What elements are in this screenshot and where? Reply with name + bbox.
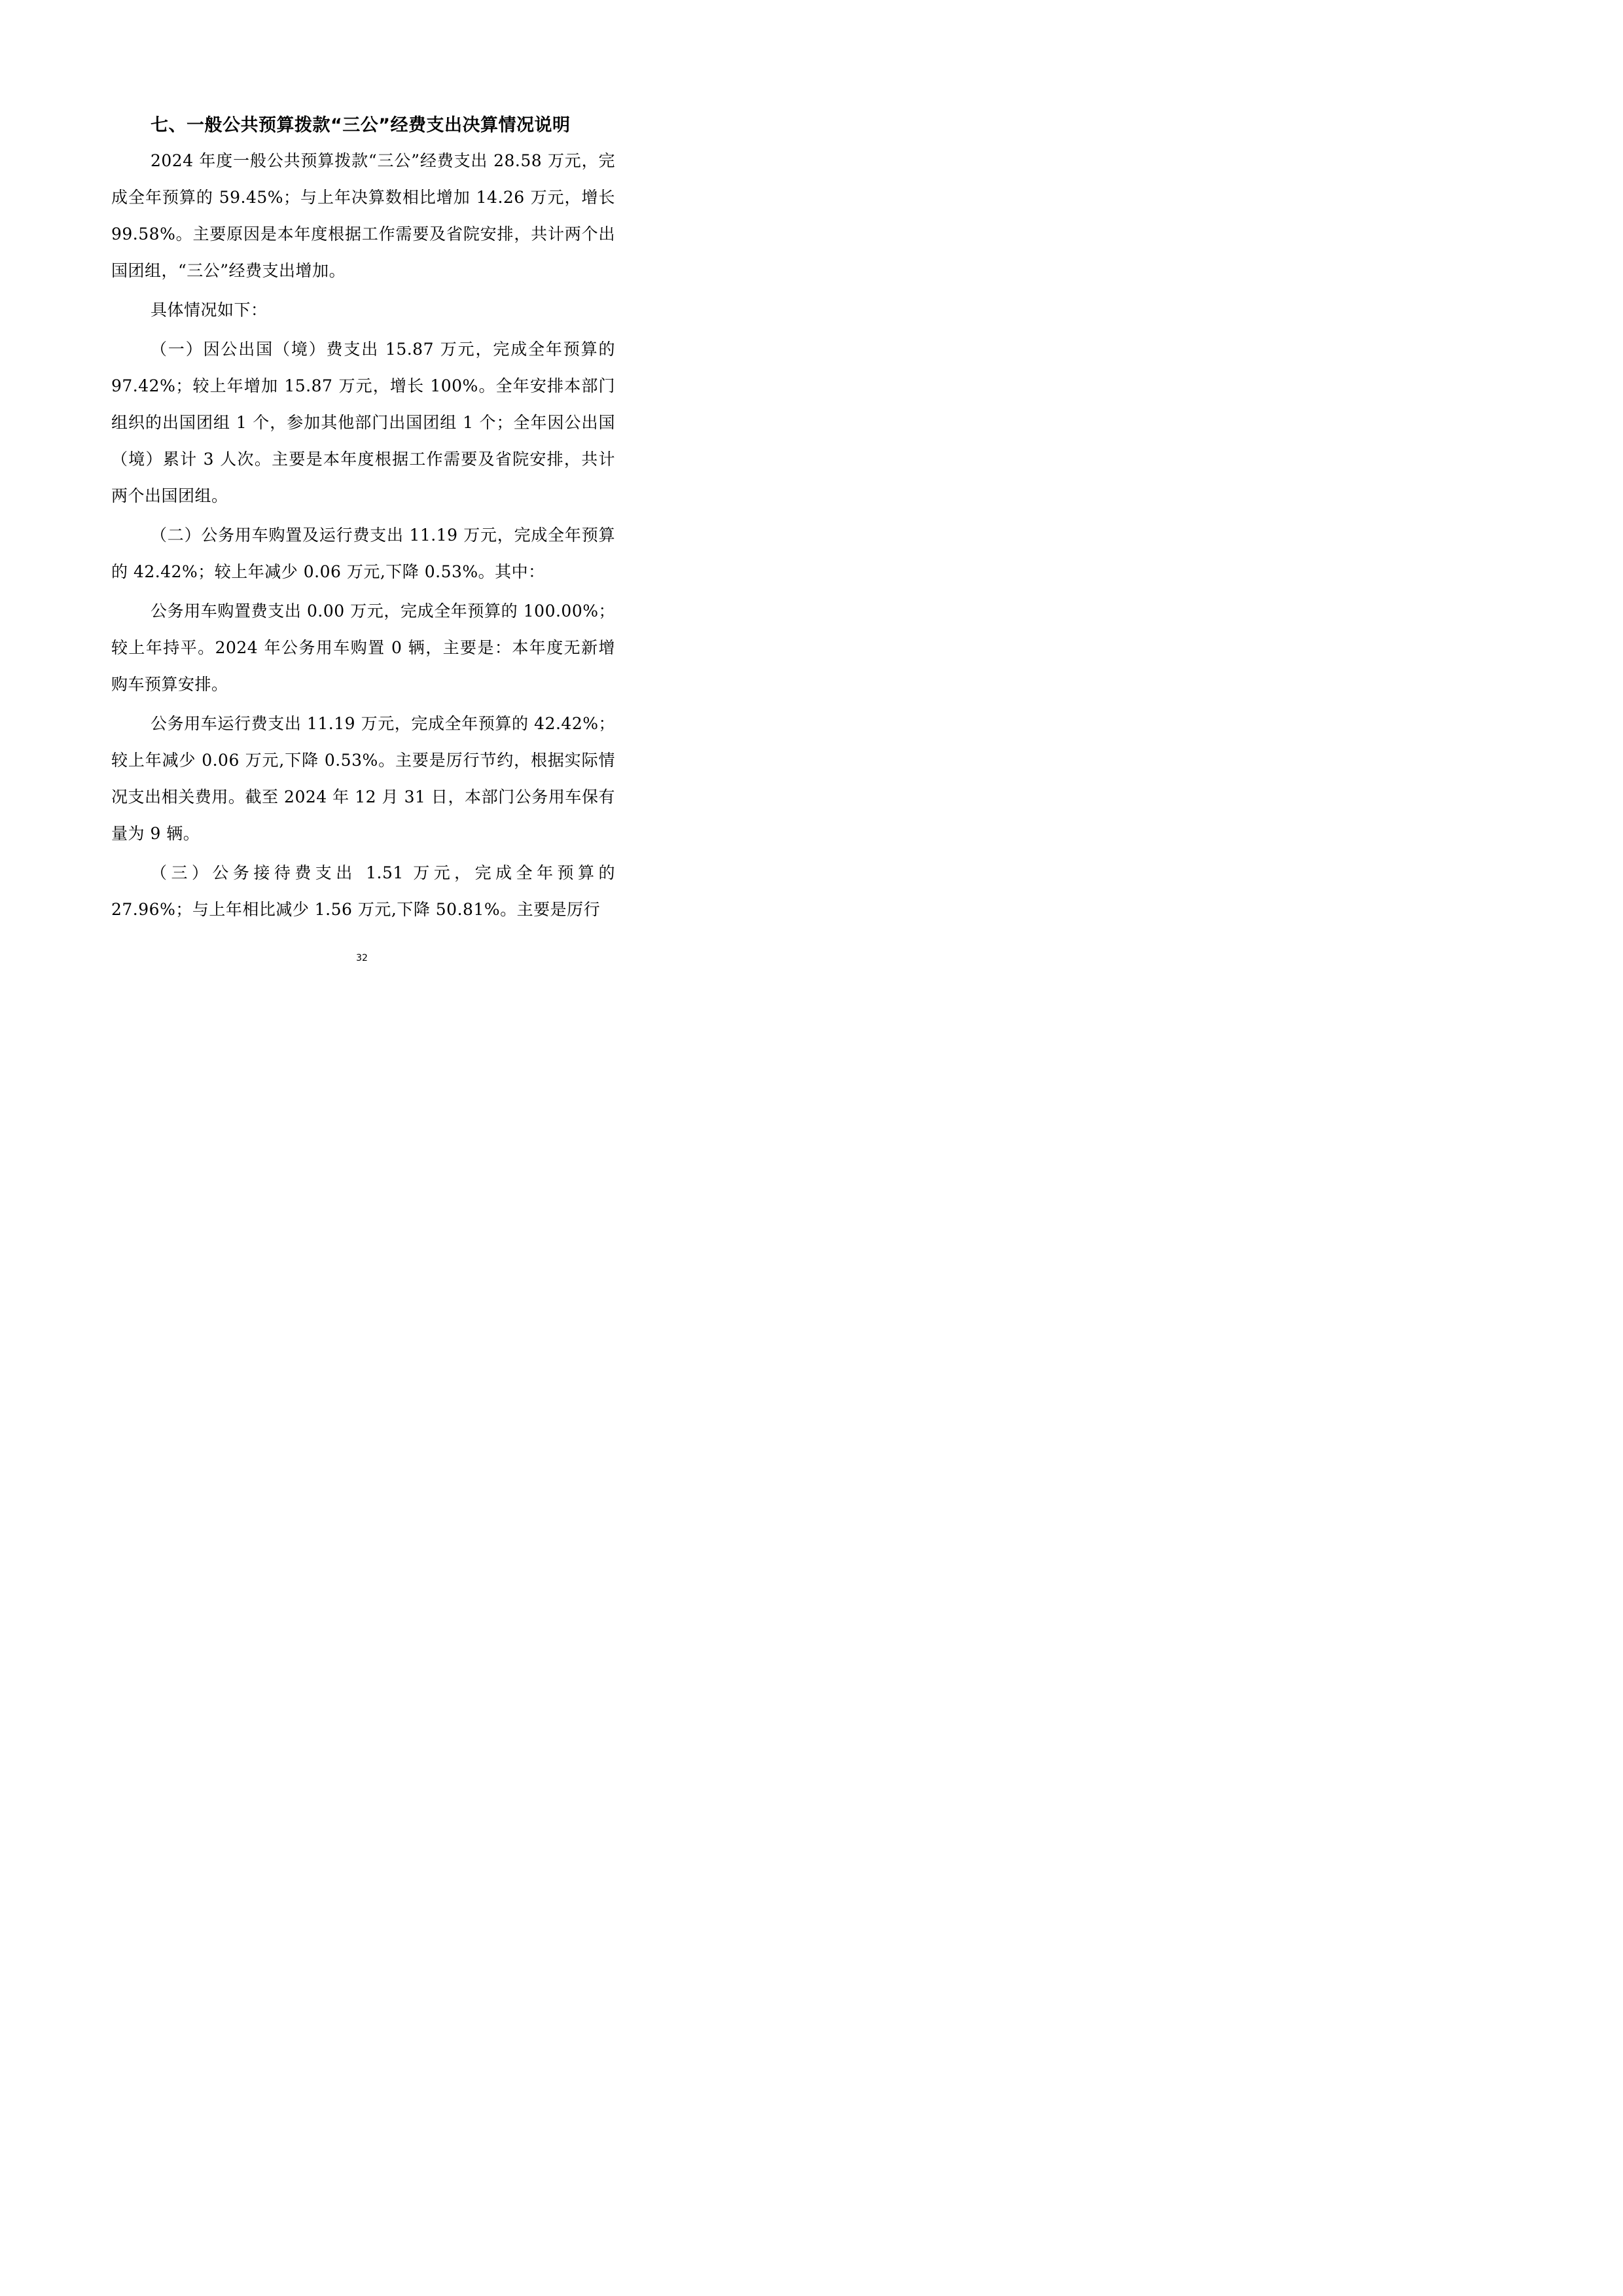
page-number: 32 [356, 953, 368, 963]
paragraph-vehicle-operation: 公务用车运行费支出 11.19 万元，完成全年预算的 42.42%；较上年减少 0.06 万元,下降 0.53%。主要是厉行节约，根据实际情况支出相关费用。截至 2024 年 12 月 31 日，本部门公务用车保有量为 9 辆。 [111, 714, 615, 843]
document-body [111, 113, 615, 931]
paragraph-reception: （三）公务接待费支出 1.51 万元，完成全年预算的 27.96%；与上年相比减少 1.56 万元,下降 50.81%。主要是厉行 [111, 863, 615, 919]
paragraph-details-intro: 具体情况如下： [151, 300, 268, 319]
paragraph-vehicle-purchase: 公务用车购置费支出 0.00 万元，完成全年预算的 100.00%；较上年持平。2024 年公务用车购置 0 辆，主要是：本年度无新增购车预算安排。 [111, 601, 615, 694]
paragraph-summary: 2024 年度一般公共预算拨款“三公”经费支出 28.58 万元，完成全年预算的 59.45%；与上年决算数相比增加 14.26 万元，增长 99.58%。主要原因是本年度根据工作需要及省院安排，共计两个出国团组，“三公”经费支出增加。 [111, 151, 615, 280]
paragraph-vehicle-total: （二）公务用车购置及运行费支出 11.19 万元，完成全年预算的 42.42%；较上年减少 0.06 万元,下降 0.53%。其中： [111, 526, 615, 581]
paragraph-overseas-travel: （一）因公出国（境）费支出 15.87 万元，完成全年预算的 97.42%；较上年增加 15.87 万元，增长 100%。全年安排本部门组织的出国团组 1 个，参加其他部门出国团组 1 个；全年因公出国（境）累计 3 人次。主要是本年度根据工作需要及省院安排，共计两个出国团组。 [111, 340, 615, 505]
section-heading: 七、一般公共预算拨款“三公”经费支出决算情况说明 [151, 115, 571, 135]
